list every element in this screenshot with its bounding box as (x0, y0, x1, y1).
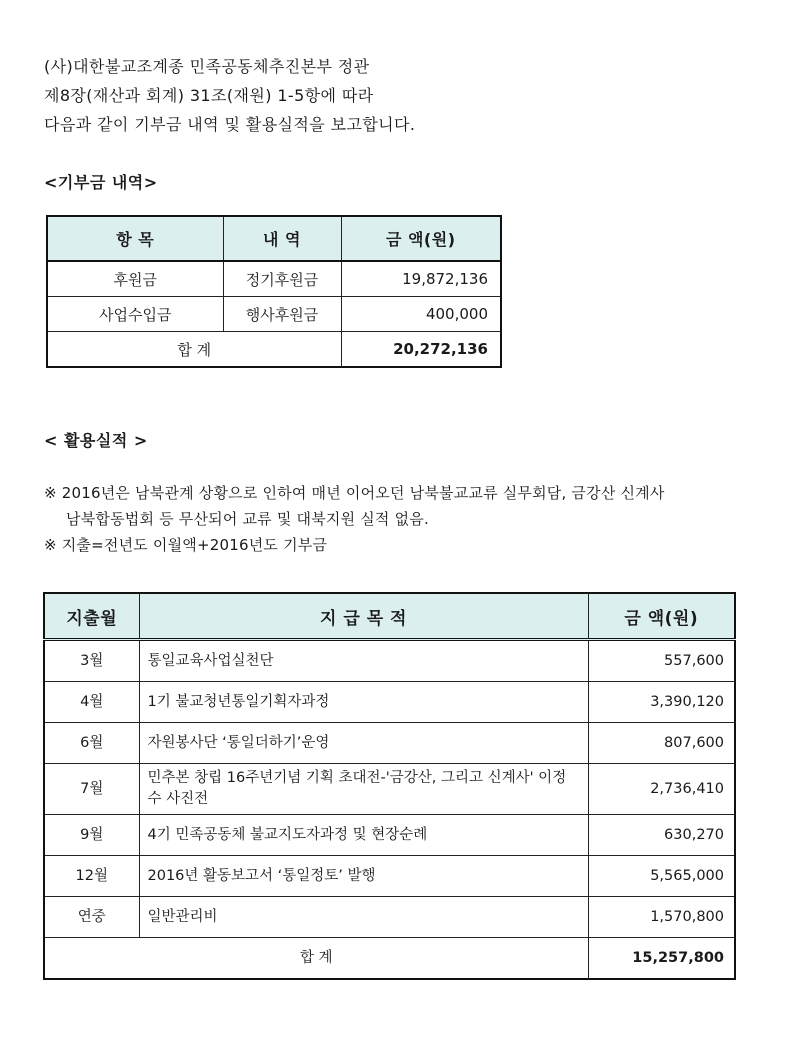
intro-line-1: (사)대한불교조계종 민족공동체추진본부 정관 (44, 57, 370, 76)
donation-table (46, 215, 502, 368)
donation-section-title: <기부금 내역> (44, 173, 158, 192)
usage-section-title: < 활용실적 > (44, 431, 148, 450)
usage-purpose: 1기 불교청년통일기획자과정 (139, 682, 588, 723)
table-row (44, 815, 735, 856)
usage-purpose: 일반관리비 (139, 897, 588, 938)
usage-header-row (44, 593, 735, 640)
usage-month: 4월 (44, 682, 139, 723)
donation-item: 후원금 (47, 261, 223, 297)
usage-month: 12월 (44, 856, 139, 897)
header-amount: 금 액(원) (588, 593, 735, 640)
usage-amount: 2,736,410 (588, 764, 735, 815)
usage-month: 6월 (44, 723, 139, 764)
intro-text (44, 52, 415, 139)
donation-total-label: 합 계 (47, 332, 341, 368)
usage-purpose: 2016년 활동보고서 ‘통일정토’ 발행 (139, 856, 588, 897)
usage-amount: 557,600 (588, 640, 735, 682)
table-row (44, 764, 735, 815)
usage-purpose: 4기 민족공동체 불교지도자과정 및 현장순례 (139, 815, 588, 856)
usage-purpose: 자원봉사단 ‘통일더하기’운영 (139, 723, 588, 764)
usage-total-row (44, 938, 735, 980)
usage-amount: 5,565,000 (588, 856, 735, 897)
donation-amount: 19,872,136 (341, 261, 501, 297)
usage-amount: 807,600 (588, 723, 735, 764)
note-2: ※ 지출=전년도 이월액+2016년도 기부금 (44, 536, 328, 554)
header-amount: 금 액(원) (341, 216, 501, 261)
usage-month: 9월 (44, 815, 139, 856)
table-row (44, 682, 735, 723)
usage-amount: 3,390,120 (588, 682, 735, 723)
usage-amount: 1,570,800 (588, 897, 735, 938)
table-row (44, 897, 735, 938)
table-row (47, 261, 501, 297)
donation-amount: 400,000 (341, 297, 501, 332)
header-detail: 내 역 (223, 216, 341, 261)
usage-total-amount: 15,257,800 (588, 938, 735, 980)
usage-month: 7월 (44, 764, 139, 815)
usage-amount: 630,270 (588, 815, 735, 856)
intro-line-2: 제8장(재산과 회계) 31조(재원) 1-5항에 따라 (44, 86, 374, 105)
usage-total-label: 합 계 (44, 938, 588, 980)
usage-notes (44, 480, 665, 558)
table-row (44, 856, 735, 897)
usage-month: 3월 (44, 640, 139, 682)
usage-table (43, 592, 736, 980)
donation-total-amount: 20,272,136 (341, 332, 501, 368)
donation-header-row (47, 216, 501, 261)
donation-detail: 정기후원금 (223, 261, 341, 297)
table-row (44, 723, 735, 764)
donation-detail: 행사후원금 (223, 297, 341, 332)
note-1-line-2: 남북합동법회 등 무산되어 교류 및 대북지원 실적 없음. (66, 510, 429, 528)
table-row (44, 640, 735, 682)
intro-line-3: 다음과 같이 기부금 내역 및 활용실적을 보고합니다. (44, 115, 416, 134)
note-1-line-1: ※ 2016년은 남북관계 상황으로 인하여 매년 이어오던 남북불교교류 실무회담, 금강산 신계사 (44, 484, 665, 502)
table-row (47, 297, 501, 332)
header-item: 항 목 (47, 216, 223, 261)
usage-month: 연중 (44, 897, 139, 938)
donation-item: 사업수입금 (47, 297, 223, 332)
header-month: 지출월 (44, 593, 139, 640)
usage-purpose: 통일교육사업실천단 (139, 640, 588, 682)
usage-purpose: 민추본 창립 16주년기념 기획 초대전-'금강산, 그리고 신계사' 이정수 사진전 (139, 764, 588, 815)
donation-total-row (47, 332, 501, 368)
header-purpose: 지 급 목 적 (139, 593, 588, 640)
